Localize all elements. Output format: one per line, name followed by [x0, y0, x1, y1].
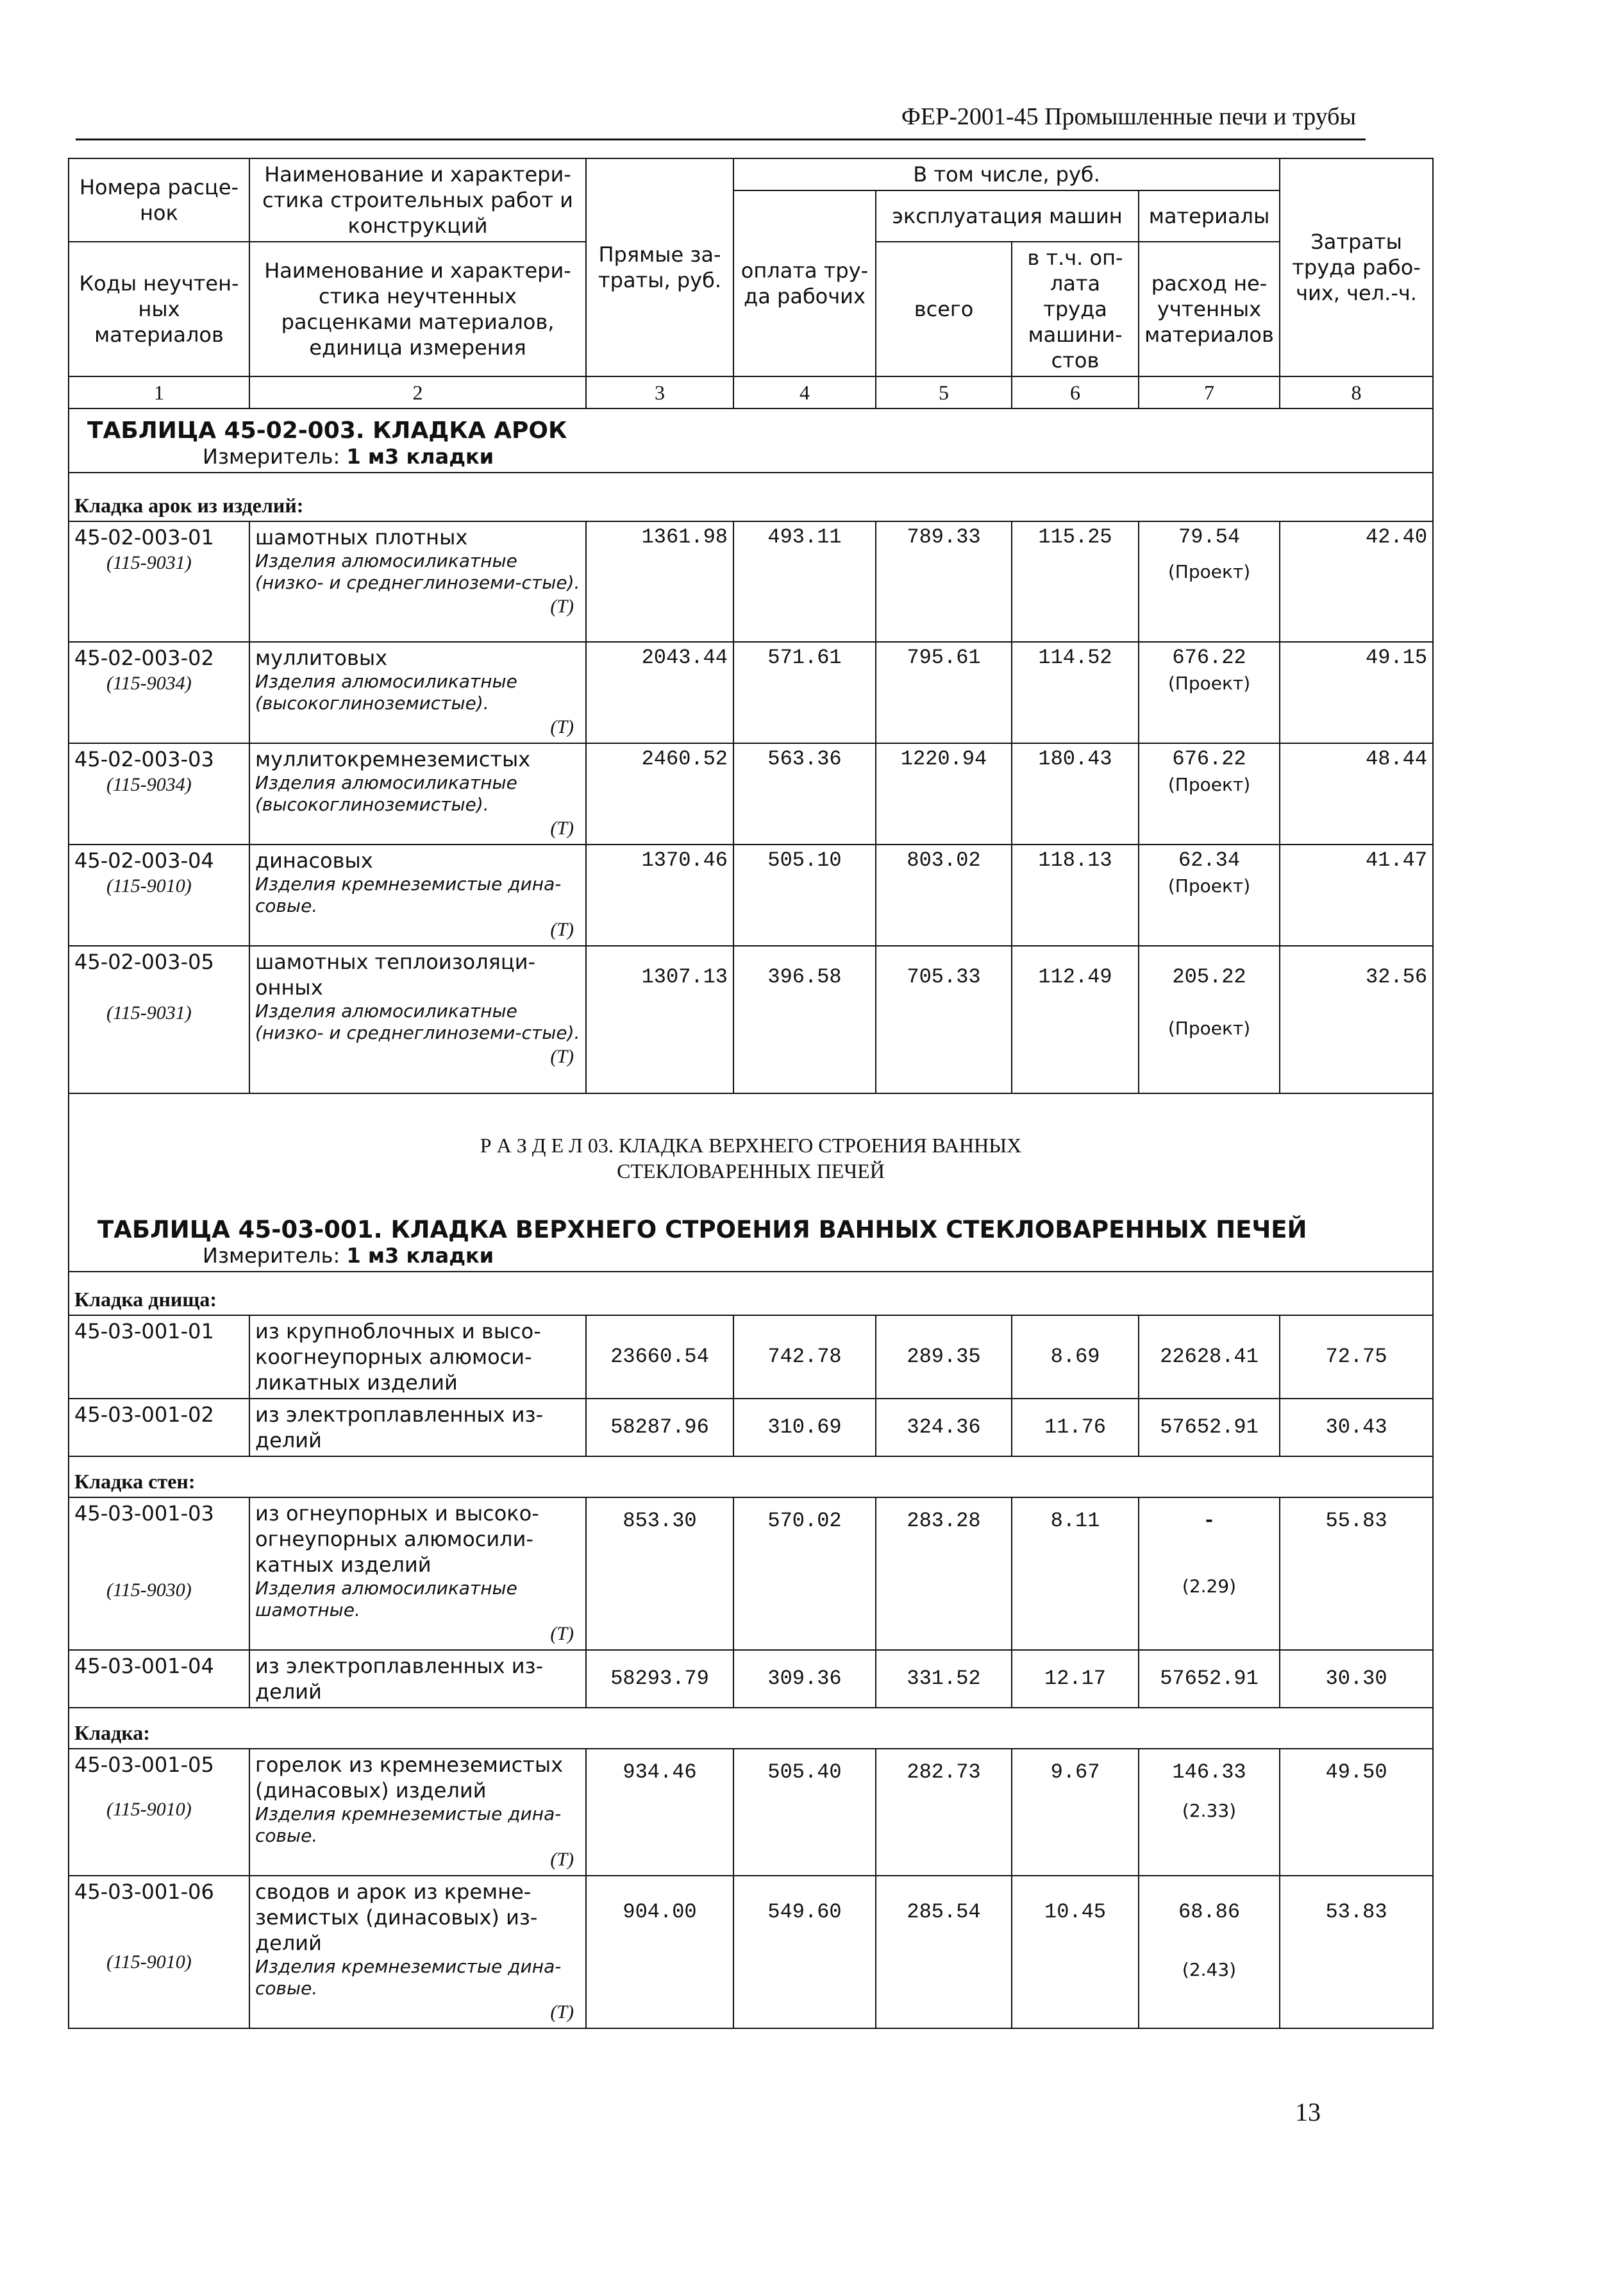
row-code: 45-03-001-06: [74, 1880, 214, 1904]
operator-pay: 12.17: [1012, 1650, 1139, 1708]
colnum-1: 1: [69, 376, 249, 408]
type-mark: (Т): [550, 2001, 574, 2023]
measure-value: 1 м3 кладки: [346, 1243, 494, 1268]
group-heading: Кладка арок из изделий:: [69, 473, 1433, 521]
colnum-2: 2: [249, 376, 586, 408]
header-col3: Прямые за-траты, руб.: [586, 158, 733, 376]
labor-pay: 396.58: [733, 946, 876, 1093]
table1-title-row: [69, 408, 1433, 473]
labor-hours: 30.43: [1280, 1399, 1433, 1456]
material-name: Изделия кремнеземистые дина-совые.: [255, 1956, 562, 1999]
material-code: (115-9030): [106, 1579, 192, 1601]
material-costs: 57652.91: [1139, 1399, 1280, 1456]
labor-hours: 41.47: [1280, 845, 1433, 946]
operator-pay: 11.76: [1012, 1399, 1139, 1456]
table1-title: ТАБЛИЦА 45-02-003. КЛАДКА АРОК: [87, 417, 567, 444]
material-note: (Проект): [1168, 1018, 1251, 1039]
row-name: из электроплавленных из-делий: [249, 1399, 586, 1456]
header-rule: [76, 139, 1366, 140]
table-row: [69, 1749, 1433, 1876]
operator-pay: 114.52: [1012, 642, 1139, 743]
labor-pay: 549.60: [733, 1876, 876, 2028]
material-code: (115-9010): [106, 1799, 192, 1820]
operator-pay: 115.25: [1012, 521, 1139, 642]
machine-costs: 282.73: [876, 1749, 1012, 1876]
material-name: Изделия алюмосиликатные (высокоглиноземистые).: [255, 671, 517, 714]
labor-hours: 30.30: [1280, 1650, 1433, 1708]
labor-pay: 309.36: [733, 1650, 876, 1708]
colnum-7: 7: [1139, 376, 1280, 408]
labor-hours: 55.83: [1280, 1497, 1433, 1650]
row-code: 45-03-001-01: [74, 1319, 214, 1343]
machine-costs: 705.33: [876, 946, 1012, 1093]
type-mark: (Т): [550, 1849, 574, 1870]
material-note: (Проект): [1168, 673, 1251, 694]
material-name: Изделия алюмосиликатные (низко- и среднеглиноземи-стые).: [255, 550, 580, 593]
type-mark: (Т): [550, 716, 574, 737]
labor-pay: 493.11: [733, 521, 876, 642]
header-col1-top: Номера расце-нок: [69, 158, 249, 242]
labor-hours: 48.44: [1280, 743, 1433, 845]
operator-pay: 118.13: [1012, 845, 1139, 946]
material-name: Изделия кремнеземистые дина-совые.: [255, 1803, 562, 1846]
labor-pay: 570.02: [733, 1497, 876, 1650]
measure-label: Измеритель:: [203, 444, 340, 469]
table-row: [69, 642, 1433, 743]
direct-costs: 1370.46: [586, 845, 733, 946]
row-code: 45-03-001-02: [74, 1402, 214, 1427]
row-code: 45-02-003-01: [74, 525, 214, 550]
table2-group3-row: [69, 1708, 1433, 1749]
group-heading: Кладка стен:: [69, 1456, 1433, 1497]
table2-measure: [74, 1243, 1427, 1268]
page-number: 13: [1295, 2098, 1321, 2126]
type-mark: (Т): [550, 1046, 574, 1067]
operator-pay: 10.45: [1012, 1876, 1139, 2028]
direct-costs: 904.00: [586, 1876, 733, 2028]
labor-pay: 742.78: [733, 1315, 876, 1399]
labor-hours: 49.50: [1280, 1749, 1433, 1876]
colnum-6: 6: [1012, 376, 1139, 408]
section-row: [69, 1093, 1433, 1209]
column-numbers-row: [69, 376, 1433, 408]
direct-costs: 934.46: [586, 1749, 733, 1876]
table2-title: ТАБЛИЦА 45-03-001. КЛАДКА ВЕРХНЕГО СТРОЕНИЯ ВАННЫХ СТЕКЛОВАРЕННЫХ ПЕЧЕЙ: [97, 1216, 1307, 1243]
header-col6: в т.ч. оп-лата труда машини-стов: [1012, 242, 1139, 376]
colnum-4: 4: [733, 376, 876, 408]
material-code: (115-9010): [106, 1951, 192, 1973]
section-title-line2: СТЕКЛОВАРЕННЫХ ПЕЧЕЙ: [617, 1159, 885, 1182]
row-name: муллитовых: [255, 646, 388, 670]
group-heading: Кладка днища:: [69, 1272, 1433, 1315]
table-row: [69, 1315, 1433, 1399]
rates-table: [68, 158, 1434, 2029]
colnum-5: 5: [876, 376, 1012, 408]
table-row: [69, 1399, 1433, 1456]
material-costs: 22628.41: [1139, 1315, 1280, 1399]
machine-costs: 795.61: [876, 642, 1012, 743]
row-name: горелок из кремнеземистых (динасовых) изделий: [255, 1753, 564, 1803]
material-costs: 57652.91: [1139, 1650, 1280, 1708]
header-col2-bottom: Наименование и характери-стика неучтенных расценками материалов, единица измерения: [249, 242, 586, 376]
row-name: из огнеупорных и высоко-огнеупорных алюмосили-катных изделий: [255, 1501, 539, 1577]
row-code: 45-02-003-04: [74, 848, 214, 873]
operator-pay: 180.43: [1012, 743, 1139, 845]
direct-costs: 2043.44: [586, 642, 733, 743]
material-code: (115-9034): [106, 673, 192, 694]
material-name: Изделия алюмосиликатные (низко- и среднеглиноземи-стые).: [255, 1000, 580, 1043]
row-code: 45-02-003-02: [74, 646, 214, 670]
header-col8: Затраты труда рабо-чих, чел.-ч.: [1280, 158, 1433, 376]
operator-pay: 8.69: [1012, 1315, 1139, 1399]
machine-costs: 289.35: [876, 1315, 1012, 1399]
machine-costs: 324.36: [876, 1399, 1012, 1456]
measure-label: Измеритель:: [203, 1243, 340, 1268]
labor-hours: 53.83: [1280, 1876, 1433, 2028]
row-name: шамотных теплоизоляци-онных: [255, 950, 536, 1000]
material-name: Изделия кремнеземистые дина-совые.: [255, 873, 562, 916]
material-note: (Проект): [1168, 774, 1251, 795]
labor-pay: 563.36: [733, 743, 876, 845]
header-col7: расход не-учтенных материалов: [1139, 242, 1280, 376]
operator-pay: 112.49: [1012, 946, 1139, 1093]
type-mark: (Т): [550, 596, 574, 617]
table2-group1-row: [69, 1272, 1433, 1315]
material-costs: 676.22: [1172, 747, 1246, 771]
row-code: 45-03-001-04: [74, 1654, 214, 1678]
table-row: [69, 521, 1433, 642]
machine-costs: 789.33: [876, 521, 1012, 642]
direct-costs: 58287.96: [586, 1399, 733, 1456]
measure-value: 1 м3 кладки: [346, 444, 494, 469]
labor-pay: 505.40: [733, 1749, 876, 1876]
material-costs: 676.22: [1172, 646, 1246, 669]
material-note: (Проект): [1168, 875, 1251, 896]
material-code: (115-9010): [106, 875, 192, 896]
header-col2-top: Наименование и характери-стика строительных работ и конструкций: [249, 158, 586, 242]
material-note: (Проект): [1168, 561, 1251, 582]
type-mark: (Т): [550, 1623, 574, 1644]
table-row: [69, 845, 1433, 946]
header-machines: эксплуатация машин: [876, 190, 1139, 242]
direct-costs: 1361.98: [586, 521, 733, 642]
table-row: [69, 1650, 1433, 1708]
colnum-3: 3: [586, 376, 733, 408]
material-costs: 68.86: [1178, 1900, 1241, 1924]
row-code: 45-02-003-05: [74, 950, 214, 974]
row-name: муллитокремнеземистых: [255, 747, 531, 771]
material-note: (2.29): [1182, 1576, 1237, 1597]
header-materials: материалы: [1139, 190, 1280, 242]
header-col4: оплата тру-да рабочих: [733, 190, 876, 376]
table-row: [69, 743, 1433, 845]
section-title-line1: Р А З Д Е Л 03. КЛАДКА ВЕРХНЕГО СТРОЕНИЯ ВАННЫХ: [480, 1134, 1022, 1157]
table-row: [69, 1876, 1433, 2028]
machine-costs: 1220.94: [876, 743, 1012, 845]
material-costs: 205.22: [1172, 965, 1246, 989]
material-note: (2.33): [1182, 1800, 1237, 1821]
labor-pay: 571.61: [733, 642, 876, 743]
row-code: 45-03-001-03: [74, 1501, 214, 1526]
table-row: [69, 946, 1433, 1093]
header-col5: всего: [876, 242, 1012, 376]
row-name: из крупноблочных и высо-коогнеупорных алюмоси-ликатных изделий: [249, 1315, 586, 1399]
table2-group2-row: [69, 1456, 1433, 1497]
operator-pay: 8.11: [1012, 1497, 1139, 1650]
material-note: (2.43): [1182, 1959, 1237, 1980]
material-costs: 62.34: [1178, 848, 1241, 872]
material-code: (115-9034): [106, 774, 192, 795]
material-name: Изделия алюмосиликатные (высокоглиноземистые).: [255, 772, 517, 815]
header-incl: В том числе, руб.: [733, 158, 1280, 190]
header-row-1: [69, 158, 1433, 190]
group-heading: Кладка:: [69, 1708, 1433, 1749]
type-mark: (Т): [550, 919, 574, 940]
machine-costs: 283.28: [876, 1497, 1012, 1650]
table1-group-row: [69, 473, 1433, 521]
machine-costs: 331.52: [876, 1650, 1012, 1708]
labor-pay: 310.69: [733, 1399, 876, 1456]
row-name: шамотных плотных: [255, 525, 468, 550]
table1-measure: [74, 444, 1427, 469]
labor-pay: 505.10: [733, 845, 876, 946]
row-code: 45-02-003-03: [74, 747, 214, 771]
running-head: ФЕР-2001-45 Промышленные печи и трубы: [901, 103, 1356, 130]
row-name: динасовых: [255, 848, 373, 873]
labor-hours: 49.15: [1280, 642, 1433, 743]
header-col1-bottom: Коды неучтен-ных материалов: [69, 242, 249, 376]
material-costs: -: [1203, 1509, 1216, 1533]
material-name: Изделия алюмосиликатные шамотные.: [255, 1578, 517, 1620]
labor-hours: 72.75: [1280, 1315, 1433, 1399]
material-costs: 79.54: [1178, 525, 1241, 549]
row-name: из электроплавленных из-делий: [249, 1650, 586, 1708]
material-code: (115-9031): [106, 1002, 192, 1023]
row-code: 45-03-001-05: [74, 1753, 214, 1777]
material-costs: 146.33: [1172, 1760, 1246, 1784]
colnum-8: 8: [1280, 376, 1433, 408]
operator-pay: 9.67: [1012, 1749, 1139, 1876]
table2-title-row: [69, 1209, 1433, 1272]
direct-costs: 58293.79: [586, 1650, 733, 1708]
direct-costs: 1307.13: [586, 946, 733, 1093]
table-row: [69, 1497, 1433, 1650]
labor-hours: 32.56: [1280, 946, 1433, 1093]
type-mark: (Т): [550, 818, 574, 839]
row-name: сводов и арок из кремне-земистых (динасовых) из-делий: [255, 1880, 538, 1955]
labor-hours: 42.40: [1280, 521, 1433, 642]
direct-costs: 2460.52: [586, 743, 733, 845]
direct-costs: 853.30: [586, 1497, 733, 1650]
machine-costs: 285.54: [876, 1876, 1012, 2028]
direct-costs: 23660.54: [586, 1315, 733, 1399]
material-code: (115-9031): [106, 552, 192, 573]
machine-costs: 803.02: [876, 845, 1012, 946]
